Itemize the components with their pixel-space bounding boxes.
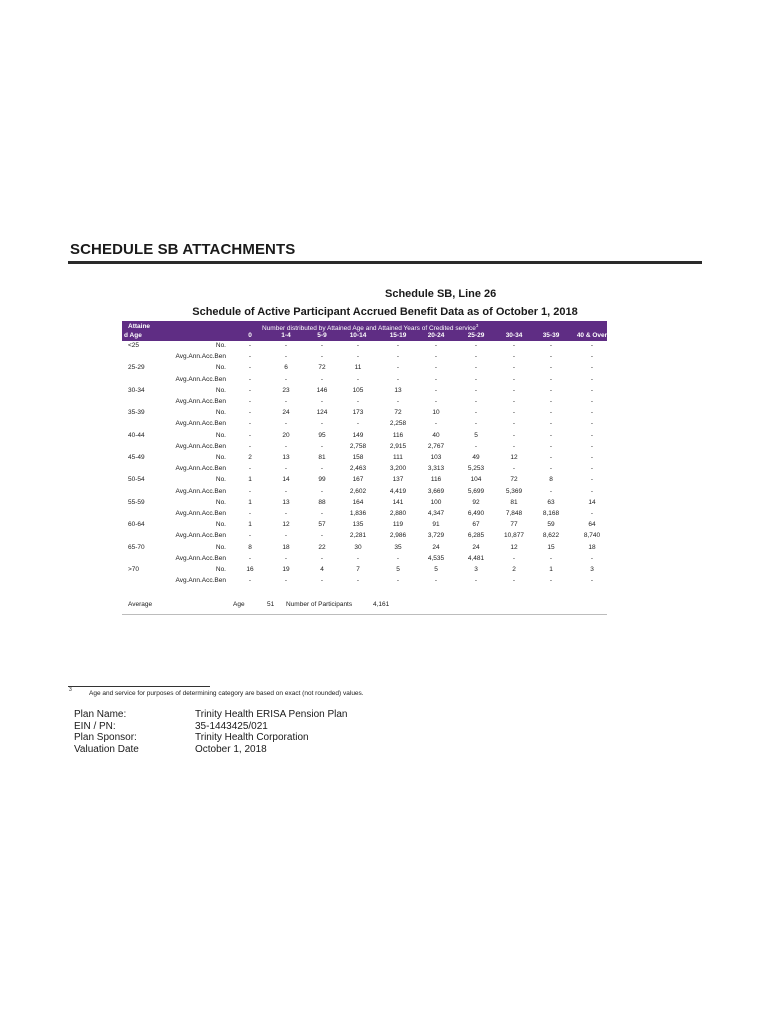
benefit-cell: -: [396, 554, 400, 562]
count-cell: -: [356, 342, 360, 349]
schedule-table-title: Schedule of Active Participant Accrued Benefit Data as of October 1, 2018: [192, 306, 578, 318]
count-cell: 13: [394, 386, 402, 394]
benefit-cell: -: [356, 577, 360, 585]
count-cell: 30: [354, 543, 362, 551]
benefit-cell: 6,490: [467, 510, 485, 517]
benefit-cell: -: [512, 375, 516, 383]
count-cell: -: [590, 409, 594, 417]
footnote-text: Age and service for purposes of determining category are based on exact (not rounded) values.: [89, 690, 364, 697]
count-cell: -: [248, 364, 252, 372]
benefit-cell: -: [549, 554, 553, 562]
count-cell: 95: [318, 431, 326, 439]
row-label-count: No.: [215, 454, 226, 461]
count-cell: -: [549, 409, 553, 417]
count-cell: -: [549, 342, 553, 349]
count-cell: -: [248, 431, 252, 439]
average-label: Average: [128, 601, 153, 608]
benefit-cell: -: [284, 465, 288, 473]
row-label-count: No.: [215, 386, 226, 394]
count-cell: 100: [430, 498, 442, 506]
count-cell: 111: [393, 454, 403, 461]
benefit-cell: 5,369: [505, 487, 523, 495]
count-cell: 81: [510, 498, 518, 506]
count-cell: 18: [282, 543, 290, 551]
benefit-cell: -: [284, 375, 288, 383]
benefit-cell: -: [356, 554, 360, 562]
benefit-cell: -: [549, 420, 553, 428]
count-cell: 149: [352, 431, 364, 439]
benefit-cell: 7,848: [505, 510, 523, 517]
count-cell: 24: [282, 409, 290, 417]
count-cell: 119: [392, 521, 404, 529]
participants-value: 4,161: [373, 601, 390, 608]
benefit-cell: -: [284, 353, 288, 361]
count-cell: 8: [248, 543, 252, 551]
count-cell: -: [549, 364, 553, 372]
count-cell: 16: [246, 566, 254, 573]
benefit-cell: -: [549, 465, 553, 473]
benefit-cell: -: [590, 420, 594, 428]
attained-age-label: 25-29: [128, 364, 145, 372]
benefit-cell: -: [512, 420, 516, 428]
row-label-count: No.: [215, 476, 226, 484]
benefit-cell: -: [474, 353, 478, 361]
benefit-cell: -: [590, 577, 594, 585]
benefit-cell: -: [284, 420, 288, 428]
row-label-count: No.: [215, 364, 226, 372]
count-cell: 81: [318, 454, 326, 461]
footnote-rule: [68, 686, 210, 687]
benefit-cell: 3,729: [427, 532, 445, 540]
benefit-cell: -: [284, 577, 288, 585]
count-cell: 15: [547, 543, 555, 551]
benefit-cell: -: [512, 353, 516, 361]
schedule-line-title: Schedule SB, Line 26: [385, 288, 497, 300]
service-span-header: [262, 323, 478, 332]
benefit-cell: -: [284, 442, 288, 450]
benefit-cell: 8,622: [542, 532, 560, 540]
benefit-cell: -: [284, 554, 288, 562]
benefit-cell: -: [590, 487, 594, 495]
footnote-mark: 3: [69, 687, 72, 693]
count-cell: -: [512, 431, 516, 439]
benefit-cell: -: [590, 554, 594, 562]
attained-age-header: Attaine: [128, 323, 151, 330]
benefit-cell: -: [248, 532, 252, 540]
benefit-cell: -: [549, 375, 553, 383]
count-cell: -: [474, 386, 478, 394]
benefit-cell: 10,877: [504, 532, 524, 540]
count-cell: 12: [510, 543, 518, 551]
count-cell: -: [396, 364, 400, 372]
count-cell: -: [434, 386, 438, 394]
benefit-cell: -: [512, 442, 516, 450]
count-cell: 158: [352, 454, 364, 461]
count-cell: 5: [434, 566, 438, 573]
count-cell: -: [590, 342, 594, 349]
benefit-cell: -: [284, 487, 288, 495]
row-label-count: No.: [215, 431, 226, 439]
benefit-cell: -: [549, 577, 553, 585]
row-label-benefit: Avg.Ann.Acc.Ben: [175, 465, 226, 473]
count-cell: 57: [318, 521, 326, 529]
benefit-cell: 8,168: [542, 510, 560, 517]
valuation-date-value: October 1, 2018: [195, 743, 267, 755]
count-cell: 3: [590, 566, 594, 573]
row-label-benefit: Avg.Ann.Acc.Ben: [175, 532, 226, 540]
benefit-cell: -: [248, 487, 252, 495]
row-label-benefit: Avg.Ann.Acc.Ben: [175, 442, 226, 450]
benefit-cell: -: [590, 398, 594, 405]
row-label-count: No.: [215, 342, 226, 349]
attained-age-label: 35-39: [128, 409, 145, 417]
column-header: 5-9: [317, 332, 327, 339]
benefit-cell: -: [248, 375, 252, 383]
plan-name-value: Trinity Health ERISA Pension Plan: [195, 709, 348, 720]
benefit-cell: -: [512, 554, 516, 562]
benefit-cell: -: [284, 532, 288, 540]
benefit-cell: -: [549, 353, 553, 361]
benefit-cell: 6,285: [467, 532, 485, 540]
benefit-cell: -: [320, 353, 324, 361]
benefit-cell: -: [474, 577, 478, 585]
count-cell: -: [590, 476, 594, 484]
benefit-cell: -: [320, 510, 324, 517]
count-cell: 24: [472, 543, 480, 551]
column-header: 25-29: [467, 332, 485, 339]
benefit-cell: -: [248, 554, 252, 562]
count-cell: 1: [248, 476, 252, 484]
count-cell: 105: [352, 386, 364, 394]
benefit-cell: -: [396, 577, 400, 585]
benefit-cell: 5,699: [467, 487, 485, 495]
footnote-ref: 3: [475, 323, 479, 328]
benefit-cell: -: [512, 398, 516, 405]
benefit-cell: -: [512, 465, 516, 473]
valuation-date-label: Valuation Date: [74, 743, 139, 755]
count-cell: -: [320, 342, 324, 349]
benefit-cell: 8,740: [583, 532, 601, 540]
row-label-count: No.: [215, 521, 226, 529]
count-cell: 104: [470, 476, 482, 484]
benefit-cell: -: [320, 420, 324, 428]
benefit-cell: -: [590, 442, 594, 450]
column-header: 15-19: [389, 332, 407, 339]
count-cell: 135: [352, 521, 364, 529]
benefit-cell: 1,836: [349, 510, 367, 517]
count-cell: -: [590, 454, 594, 461]
column-header: 30-34: [505, 332, 523, 339]
row-label-benefit: Avg.Ann.Acc.Ben: [175, 577, 226, 585]
count-cell: 124: [316, 409, 328, 417]
attained-age-label: 30-34: [128, 386, 145, 394]
average-age-value: 51: [267, 601, 275, 608]
plan-sponsor-label: Plan Sponsor:: [74, 732, 137, 743]
count-cell: 35: [394, 543, 402, 551]
count-cell: -: [284, 342, 288, 349]
page-heading: SCHEDULE SB ATTACHMENTS: [70, 241, 296, 258]
count-cell: 64: [588, 521, 596, 529]
benefit-cell: -: [284, 398, 288, 405]
benefit-cell: 5,253: [467, 465, 485, 473]
count-cell: 77: [510, 521, 518, 529]
count-cell: 13: [282, 498, 290, 506]
count-cell: 99: [318, 476, 326, 484]
count-cell: 4: [320, 566, 324, 573]
count-cell: 72: [510, 476, 518, 484]
row-label-count: No.: [215, 409, 226, 417]
benefit-cell: -: [248, 353, 252, 361]
benefit-cell: -: [474, 420, 478, 428]
table-header-band: [122, 321, 607, 341]
row-label-benefit: Avg.Ann.Acc.Ben: [175, 510, 226, 517]
benefit-cell: -: [320, 554, 324, 562]
attained-age-label: 40-44: [128, 431, 145, 439]
count-cell: 116: [430, 476, 442, 484]
count-cell: -: [434, 364, 438, 372]
attained-age-label: <25: [128, 342, 140, 349]
benefit-cell: -: [549, 487, 553, 495]
row-label-benefit: Avg.Ann.Acc.Ben: [175, 375, 226, 383]
service-span-label: Number distributed by Attained Age and Attained Years of Credited service: [262, 325, 476, 333]
count-cell: -: [512, 364, 516, 372]
count-cell: -: [512, 409, 516, 417]
benefit-cell: 2,258: [389, 420, 407, 428]
count-cell: -: [590, 364, 594, 372]
count-cell: 146: [316, 386, 328, 394]
count-cell: 63: [547, 498, 555, 506]
count-cell: -: [396, 342, 400, 349]
count-cell: 12: [510, 454, 518, 461]
count-cell: 19: [282, 566, 290, 573]
count-cell: 20: [282, 431, 290, 439]
benefit-cell: 2,986: [389, 532, 407, 540]
count-cell: 40: [432, 431, 440, 439]
benefit-cell: -: [434, 420, 438, 428]
benefit-cell: -: [320, 442, 324, 450]
count-cell: -: [512, 342, 516, 349]
plan-name-label: Plan Name:: [74, 709, 127, 720]
count-cell: -: [590, 386, 594, 394]
benefit-cell: -: [434, 353, 438, 361]
benefit-cell: -: [396, 398, 400, 405]
benefit-cell: 3,313: [427, 465, 445, 473]
age-label: Age: [233, 601, 245, 608]
benefit-cell: -: [248, 577, 252, 585]
column-header: 20-24: [427, 332, 445, 339]
count-cell: 18: [588, 543, 596, 551]
benefit-cell: -: [434, 375, 438, 383]
count-cell: 173: [352, 409, 364, 417]
benefit-cell: 2,915: [389, 442, 407, 450]
count-cell: 103: [430, 454, 442, 461]
benefit-cell: 2,767: [427, 442, 445, 450]
benefit-cell: 2,463: [349, 465, 367, 473]
benefit-cell: -: [320, 375, 324, 383]
heading-rule: [68, 261, 702, 264]
benefit-cell: 4,419: [389, 487, 407, 495]
benefit-cell: 4,535: [427, 554, 445, 562]
benefit-cell: -: [248, 465, 252, 473]
count-cell: 167: [352, 476, 364, 484]
count-cell: 3: [474, 566, 478, 573]
count-cell: 14: [282, 476, 290, 484]
benefit-cell: -: [474, 398, 478, 405]
benefit-cell: -: [284, 510, 288, 517]
attained-age-label: 55-59: [128, 498, 145, 506]
row-label-benefit: Avg.Ann.Acc.Ben: [175, 420, 226, 428]
count-cell: -: [474, 342, 478, 349]
count-cell: 59: [547, 521, 555, 529]
benefit-cell: -: [356, 375, 360, 383]
benefit-cell: 3,200: [389, 465, 407, 473]
attained-age-label: 50-54: [128, 476, 145, 484]
benefit-cell: 2,602: [349, 487, 367, 495]
benefit-cell: 4,347: [427, 510, 445, 517]
benefit-cell: -: [320, 465, 324, 473]
benefit-cell: -: [590, 510, 594, 517]
count-cell: 24: [432, 543, 440, 551]
attained-age-label: 45-49: [128, 454, 145, 461]
count-cell: -: [248, 409, 252, 417]
benefit-cell: -: [248, 442, 252, 450]
count-cell: 141: [392, 498, 404, 506]
benefit-cell: -: [320, 532, 324, 540]
count-cell: -: [248, 342, 252, 349]
attained-age-header-cont: d Age: [124, 332, 142, 339]
attained-age-label: 65-70: [128, 543, 145, 551]
count-cell: -: [512, 386, 516, 394]
count-cell: -: [248, 386, 252, 394]
count-cell: 22: [318, 543, 326, 551]
benefit-cell: -: [320, 487, 324, 495]
count-cell: 23: [282, 386, 290, 394]
count-cell: 6: [284, 364, 288, 372]
count-cell: 2: [512, 566, 516, 573]
count-cell: 13: [282, 454, 290, 461]
row-label-count: No.: [215, 566, 226, 573]
column-header: 10-14: [349, 332, 367, 339]
count-cell: -: [549, 386, 553, 394]
column-header: 40 & Over: [576, 332, 608, 339]
count-cell: 11: [354, 364, 362, 372]
column-header: 0: [248, 332, 252, 339]
row-label-benefit: Avg.Ann.Acc.Ben: [175, 487, 226, 495]
count-cell: -: [474, 409, 478, 417]
participants-label: Number of Participants: [286, 601, 353, 608]
count-cell: -: [549, 431, 553, 439]
row-label-count: No.: [215, 543, 226, 551]
benefit-cell: -: [356, 398, 360, 405]
count-cell: -: [474, 364, 478, 372]
count-cell: 67: [472, 521, 480, 529]
benefit-cell: -: [396, 375, 400, 383]
benefit-cell: -: [248, 398, 252, 405]
count-cell: -: [434, 342, 438, 349]
count-cell: 137: [392, 476, 404, 484]
table-bottom-rule: [122, 614, 607, 615]
row-label-benefit: Avg.Ann.Acc.Ben: [175, 554, 226, 562]
count-cell: 12: [282, 521, 290, 529]
benefit-cell: -: [474, 375, 478, 383]
benefit-cell: -: [549, 398, 553, 405]
benefit-cell: -: [590, 353, 594, 361]
plan-sponsor-value: Trinity Health Corporation: [195, 732, 309, 743]
column-header: 35-39: [542, 332, 560, 339]
count-cell: 10: [432, 409, 440, 417]
count-cell: 72: [318, 364, 326, 372]
count-cell: 88: [318, 498, 326, 506]
benefit-cell: 2,880: [389, 510, 407, 517]
count-cell: 5: [396, 566, 400, 573]
row-label-benefit: Avg.Ann.Acc.Ben: [175, 353, 226, 361]
count-cell: 5: [474, 431, 478, 439]
count-cell: 2: [248, 454, 252, 461]
benefit-cell: 4,481: [467, 554, 485, 562]
benefit-cell: -: [549, 442, 553, 450]
count-cell: 7: [356, 566, 360, 573]
ein-value: 35-1443425/021: [195, 720, 268, 732]
count-cell: 72: [394, 409, 402, 417]
row-label-count: No.: [215, 498, 226, 506]
count-cell: 1: [549, 566, 553, 573]
benefit-cell: -: [512, 577, 516, 585]
ein-label: EIN / PN:: [74, 720, 116, 732]
row-label-benefit: Avg.Ann.Acc.Ben: [175, 398, 226, 405]
benefit-cell: 2,281: [349, 532, 367, 540]
benefit-cell: -: [248, 420, 252, 428]
benefit-cell: -: [590, 375, 594, 383]
benefit-cell: -: [356, 420, 360, 428]
count-cell: 8: [549, 476, 553, 484]
count-cell: -: [590, 431, 594, 439]
count-cell: 1: [248, 521, 252, 529]
benefit-cell: -: [248, 510, 252, 517]
benefit-cell: -: [320, 577, 324, 585]
benefit-cell: -: [434, 398, 438, 405]
count-cell: 91: [432, 521, 440, 529]
benefit-cell: -: [434, 577, 438, 585]
count-cell: 1: [248, 498, 252, 506]
benefit-cell: -: [356, 353, 360, 361]
benefit-cell: -: [396, 353, 400, 361]
attained-age-label: >70: [128, 566, 140, 573]
benefit-cell: -: [474, 442, 478, 450]
count-cell: 116: [392, 431, 404, 439]
attained-age-label: 60-64: [128, 521, 145, 529]
count-cell: 14: [588, 498, 596, 506]
column-header: 1-4: [281, 332, 291, 339]
count-cell: -: [549, 454, 553, 461]
benefit-cell: 3,669: [427, 487, 445, 495]
count-cell: 92: [472, 498, 480, 506]
benefit-cell: -: [320, 398, 324, 405]
count-cell: 49: [472, 454, 480, 461]
count-cell: 164: [352, 498, 364, 506]
benefit-cell: -: [590, 465, 594, 473]
benefit-cell: 2,758: [349, 442, 367, 450]
